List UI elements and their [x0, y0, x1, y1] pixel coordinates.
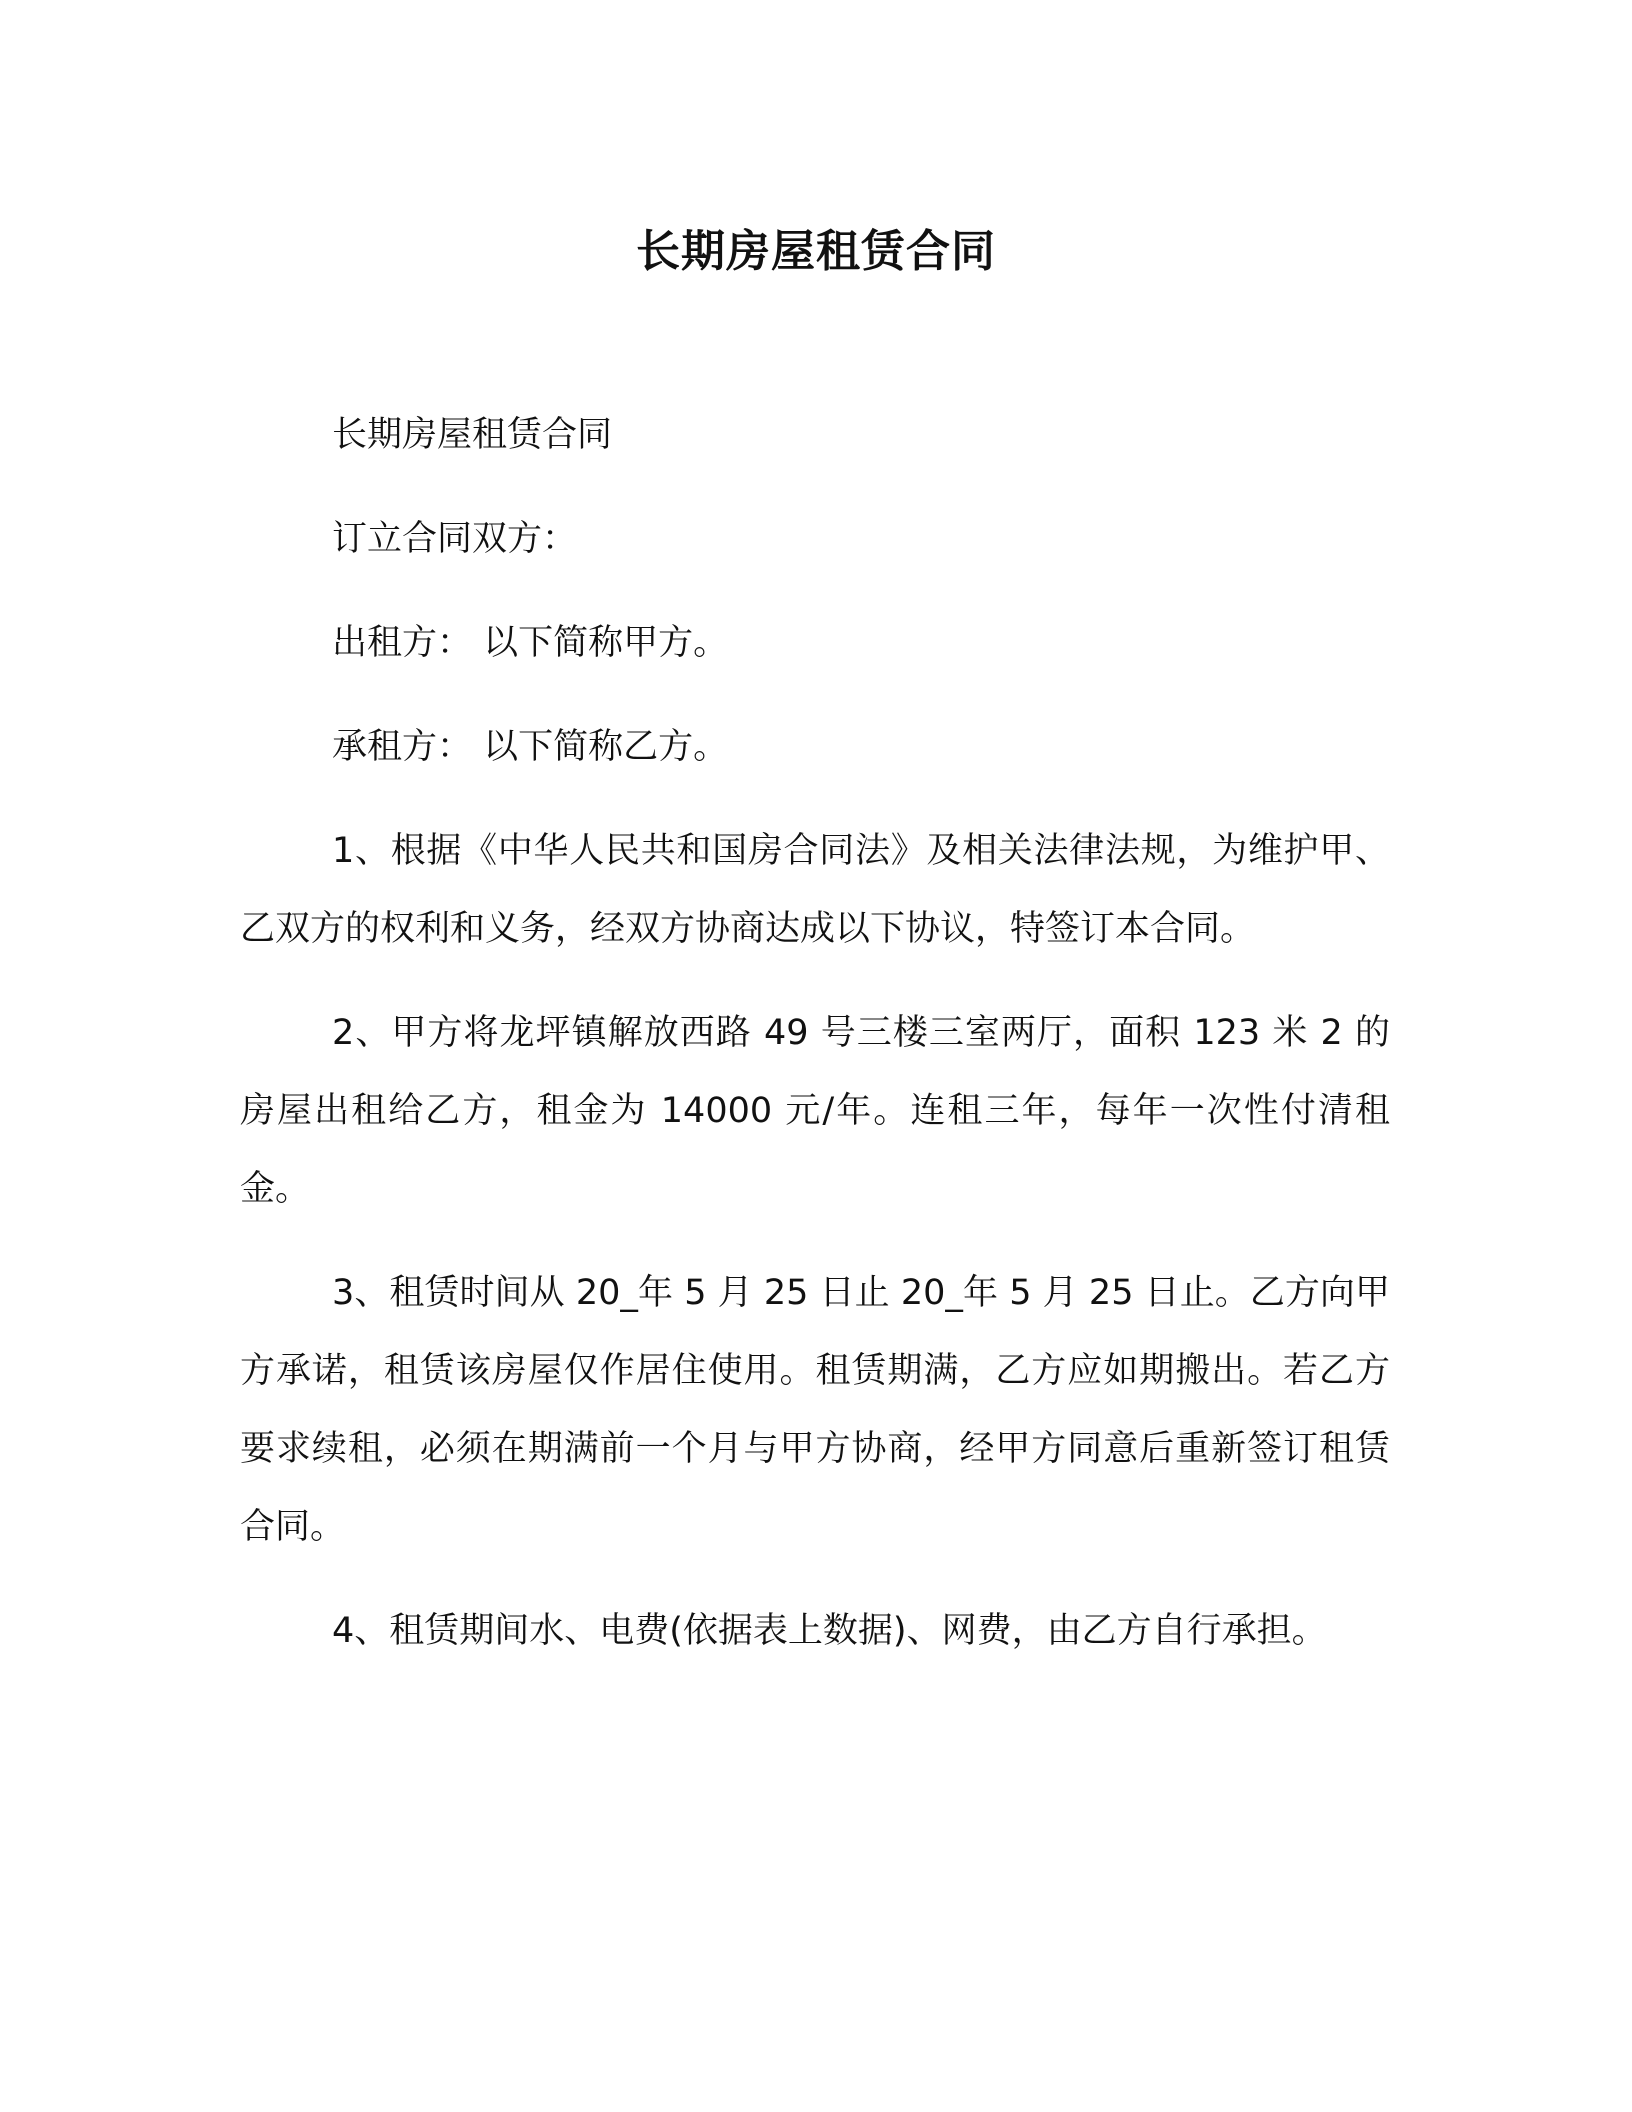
contract-subtitle: 长期房屋租赁合同 [332, 415, 613, 455]
parties-heading: 订立合同双方： [332, 519, 578, 559]
lessor-line: 出租方： 以下简称甲方。 [332, 623, 729, 663]
clause-1: 1、根据《中华人民共和国房合同法》及相关法律法规，为维护甲、乙双方的权利和义务，经双方协商达成以下协议，特签订本合同。 [240, 831, 1390, 949]
clause-2: 2、甲方将龙坪镇解放西路 49 号三楼三室两厅，面积 123 米 2 的房屋出租给乙方，租金为 14000 元/年。连租三年，每年一次性付清租金。 [240, 1013, 1390, 1209]
clause-4: 4、租赁期间水、电费(依据表上数据)、网费，由乙方自行承担。 [332, 1611, 1327, 1651]
document-body [240, 396, 1390, 1696]
lessee-line: 承租方： 以下简称乙方。 [332, 727, 729, 767]
document-title: 长期房屋租赁合同 [636, 226, 996, 277]
clause-3: 3、租赁时间从 20_年 5 月 25 日止 20_年 5 月 25 日止。乙方向甲方承诺，租赁该房屋仅作居住使用。租赁期满，乙方应如期搬出。若乙方要求续租，必须在期满前一个月与甲方协商，经甲方同意后重新签订租赁合同。 [240, 1273, 1390, 1547]
